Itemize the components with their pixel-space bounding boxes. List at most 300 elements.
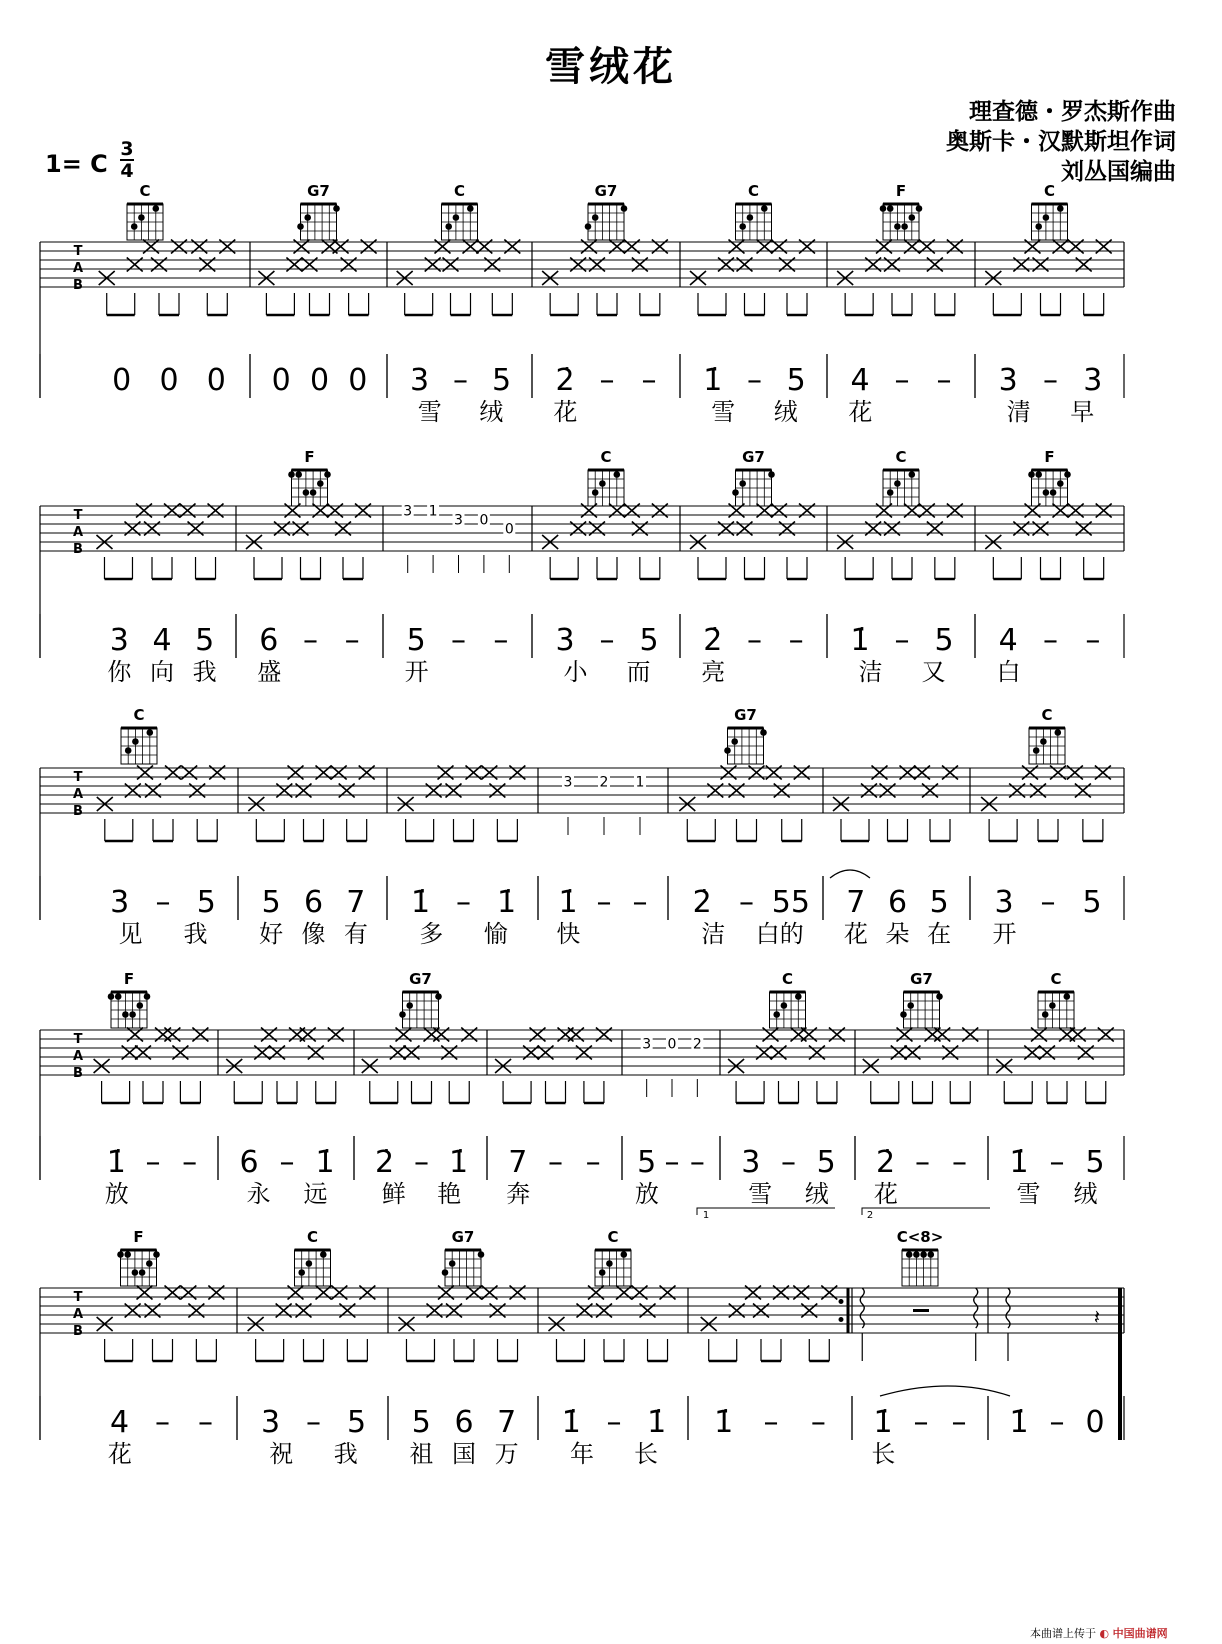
lyric-char: 开 bbox=[992, 920, 1017, 948]
chord-diagram-F-finger-dot bbox=[887, 205, 894, 212]
arpeggio-mark bbox=[1006, 1288, 1010, 1328]
chord-diagram-C-finger-dot bbox=[599, 480, 606, 487]
chord-diagram-F-finger-dot bbox=[144, 993, 151, 1000]
tab-number: 0 bbox=[667, 1036, 677, 1053]
chord-diagram-G7-finger-dot bbox=[406, 1002, 413, 1009]
tab-number: 1 bbox=[635, 774, 645, 791]
jianpu-note: 5 bbox=[261, 885, 281, 920]
jianpu-note: 5 bbox=[346, 1405, 367, 1440]
chord-diagram-G7-finger-dot bbox=[435, 993, 442, 1000]
tab-number: 2 bbox=[692, 1036, 702, 1053]
time-signature-top: 3 bbox=[120, 138, 134, 160]
chord-diagram-F-finger-dot bbox=[137, 1002, 144, 1009]
chord-diagram-F-finger-dot bbox=[122, 1011, 129, 1018]
jianpu-note: 1̇ bbox=[1009, 1145, 1029, 1180]
lyric-char: 而 bbox=[626, 658, 651, 686]
jianpu-note: – bbox=[606, 1405, 622, 1440]
tab-letter-b: B bbox=[73, 1066, 83, 1081]
chord-diagram-C-finger-dot bbox=[781, 1002, 788, 1009]
jianpu-note: 3 bbox=[741, 1145, 761, 1180]
jianpu-note: – bbox=[913, 1405, 929, 1440]
jianpu-note: – bbox=[344, 623, 360, 658]
chord-diagram-F-finger-dot bbox=[901, 223, 908, 230]
tab-number: 1 bbox=[428, 503, 438, 520]
chord-diagram-C-finger-dot bbox=[909, 471, 916, 478]
jianpu-note: – bbox=[781, 1145, 796, 1180]
chord-diagram-F-finger-dot bbox=[1057, 480, 1064, 487]
chord-diagram-F-finger-dot bbox=[880, 205, 887, 212]
chord-diagram-C-label: C bbox=[133, 706, 145, 724]
tab-letter-b: B bbox=[73, 804, 83, 819]
tab-number: 2 bbox=[599, 774, 609, 791]
jianpu-note: 3 bbox=[110, 885, 130, 920]
jianpu-note: 0 bbox=[271, 363, 291, 398]
footer-credit bbox=[1030, 1625, 1168, 1641]
repeat-dot bbox=[839, 1317, 844, 1322]
chord-diagram-F-finger-dot bbox=[1050, 489, 1057, 496]
lyric-char: 花 bbox=[848, 398, 873, 426]
lyric-char: 花 bbox=[843, 920, 868, 948]
jianpu-note: – bbox=[936, 363, 952, 398]
tab-letter-a: A bbox=[72, 787, 84, 802]
footer-brand: 中国曲谱网 bbox=[1112, 1627, 1168, 1640]
jianpu-note: 5 bbox=[491, 363, 512, 398]
chord-diagram-C-finger-dot bbox=[306, 1260, 313, 1267]
chord-diagram-C-finger-dot bbox=[894, 480, 901, 487]
volta-bracket-2 bbox=[862, 1208, 990, 1215]
chord-diagram-F-finger-dot bbox=[129, 1011, 136, 1018]
jianpu-note: – bbox=[664, 1145, 680, 1180]
chord-diagram-G7-finger-dot bbox=[297, 223, 304, 230]
chord-diagram-C-finger-dot bbox=[592, 489, 599, 496]
jianpu-note: 1̇ bbox=[714, 1405, 734, 1440]
jianpu-note: 1̇ bbox=[558, 885, 578, 920]
chord-diagram-C-finger-dot bbox=[1064, 993, 1071, 1000]
chord-diagram-F-finger-dot bbox=[288, 471, 295, 478]
lyric-char: 朵 bbox=[885, 920, 910, 948]
jianpu-note: 3 bbox=[1083, 363, 1103, 398]
chord-diagram-C-finger-dot bbox=[298, 1269, 305, 1276]
chord-diagram-G7-label: G7 bbox=[451, 1228, 475, 1246]
jianpu-note: 5 bbox=[639, 623, 659, 658]
jianpu-note: 4 bbox=[998, 623, 1018, 658]
quarter-rest: 𝄽 bbox=[1093, 1305, 1100, 1329]
jianpu-note: 1̇ bbox=[873, 1405, 893, 1440]
jianpu-note: 0 bbox=[1085, 1405, 1105, 1440]
chord-diagram-F-finger-dot bbox=[324, 471, 331, 478]
lyric-char: 白的 bbox=[755, 920, 804, 948]
jianpu-note: 0 bbox=[206, 363, 226, 398]
lyric-char: 永 bbox=[246, 1180, 271, 1208]
jianpu-note: – bbox=[198, 1405, 213, 1440]
lyric-char: 鲜 bbox=[381, 1180, 406, 1208]
chord-diagram-C-label: C bbox=[1041, 706, 1053, 724]
lyric-char: 见 bbox=[118, 920, 143, 948]
chord-diagram-C-finger-dot bbox=[147, 729, 154, 736]
lyric-char: 又 bbox=[921, 658, 946, 686]
lyric-char: 雪 bbox=[748, 1180, 773, 1208]
chord-diagram-F-label: F bbox=[133, 1228, 144, 1246]
tab-letter-b: B bbox=[73, 1324, 83, 1339]
jianpu-note: 7 bbox=[497, 1405, 517, 1440]
repeat-dot bbox=[839, 1299, 844, 1304]
chord-diagram-C-label: C bbox=[306, 1228, 319, 1246]
chord-diagram-G7-finger-dot bbox=[399, 1011, 406, 1018]
jianpu-note: – bbox=[894, 363, 910, 398]
chord-diagram-G7-finger-dot bbox=[333, 205, 340, 212]
tab-letter-t: T bbox=[73, 1032, 83, 1047]
lyric-char: 你 bbox=[107, 658, 132, 686]
chord-diagram-F-finger-dot bbox=[1064, 471, 1071, 478]
volta-bracket-1 bbox=[697, 1208, 835, 1215]
jianpu-note: – bbox=[747, 363, 762, 398]
jianpu-note: – bbox=[1085, 623, 1101, 658]
composer-credit: 理查德・罗杰斯作曲 bbox=[969, 99, 1176, 125]
chord-diagram-C-finger-dot bbox=[1043, 214, 1050, 221]
jianpu-note: – bbox=[155, 885, 171, 920]
chord-diagram-G7-finger-dot bbox=[739, 480, 746, 487]
chord-diagram-G7-label: G7 bbox=[742, 448, 765, 466]
jianpu-note: – bbox=[1049, 1145, 1065, 1180]
chord-diagram-C-label: C bbox=[895, 448, 907, 466]
tab-number: 3 bbox=[563, 774, 573, 791]
jianpu-note: – bbox=[279, 1145, 295, 1180]
lyric-char: 我 bbox=[183, 920, 208, 948]
chord-diagram-C-finger-dot bbox=[761, 205, 768, 212]
chord-diagram-C8-label: C<8> bbox=[896, 1228, 944, 1246]
jianpu-note: 4 bbox=[109, 1405, 130, 1440]
jianpu-note: – bbox=[306, 1405, 321, 1440]
chord-diagram-C-finger-dot bbox=[1057, 205, 1064, 212]
arpeggio-mark bbox=[860, 1288, 864, 1328]
chord-diagram-G7-finger-dot bbox=[731, 738, 738, 745]
jianpu-note: – bbox=[689, 1145, 705, 1180]
jianpu-note: 0 bbox=[159, 363, 179, 398]
jianpu-note: 5 bbox=[929, 885, 949, 920]
arranger-credit: 刘丛国编曲 bbox=[1061, 159, 1176, 185]
chord-diagram-F-finger-dot bbox=[317, 480, 324, 487]
lyric-char: 有 bbox=[343, 920, 368, 948]
jianpu-note: 1̇ bbox=[315, 1145, 335, 1180]
jianpu-note: – bbox=[456, 885, 471, 920]
chord-diagram-F-finger-dot bbox=[916, 205, 923, 212]
lyric-char: 雪 bbox=[1016, 1180, 1041, 1208]
chord-diagram-C8-finger-dot bbox=[913, 1251, 920, 1258]
jianpu-note: – bbox=[632, 885, 648, 920]
chord-diagram-G7-finger-dot bbox=[592, 214, 599, 221]
jianpu-note: 1̇ bbox=[850, 623, 870, 658]
lyric-char: 长 bbox=[634, 1440, 658, 1468]
chord-diagram-F-finger-dot bbox=[310, 489, 317, 496]
lyric-char: 好 bbox=[259, 920, 284, 948]
jianpu-note: – bbox=[451, 623, 466, 658]
chord-diagram-C-finger-dot bbox=[125, 747, 132, 754]
chord-diagram-C-label: C bbox=[1050, 970, 1062, 988]
jianpu-note: 5 bbox=[411, 1405, 431, 1440]
chord-diagram-F-finger-dot bbox=[108, 993, 115, 1000]
jianpu-note: – bbox=[894, 623, 910, 658]
chord-diagram-C-label: C bbox=[781, 970, 794, 988]
tab-number: 3 bbox=[454, 512, 463, 529]
chord-diagram-C-finger-dot bbox=[138, 214, 145, 221]
tab-letter-a: A bbox=[72, 1307, 84, 1322]
chord-diagram-F-finger-dot bbox=[115, 993, 122, 1000]
jianpu-note: – bbox=[1043, 623, 1058, 658]
lyric-char: 花 bbox=[553, 398, 578, 426]
chord-diagram-G7-label: G7 bbox=[594, 182, 618, 200]
chord-diagram-C-label: C bbox=[139, 182, 151, 200]
lyric-char: 早 bbox=[1070, 398, 1095, 426]
jianpu-note: 1̇ bbox=[410, 885, 431, 920]
chord-diagram-G7-finger-dot bbox=[621, 205, 628, 212]
jianpu-note: 5 bbox=[786, 363, 806, 398]
tab-number: 3 bbox=[403, 503, 413, 520]
jianpu-note: – bbox=[788, 623, 804, 658]
jianpu-note: – bbox=[414, 1145, 429, 1180]
slur-arc bbox=[830, 870, 870, 878]
chord-diagram-F-label: F bbox=[1044, 448, 1055, 466]
lyric-char: 年 bbox=[570, 1440, 594, 1468]
chord-diagram-C-finger-dot bbox=[1042, 1011, 1049, 1018]
lyric-char: 祝 bbox=[269, 1440, 294, 1468]
page-title: 雪绒花 bbox=[545, 44, 677, 90]
chord-diagram-C8-finger-dot bbox=[920, 1251, 927, 1258]
chord-diagram-C-finger-dot bbox=[739, 223, 746, 230]
lyric-char: 向 bbox=[150, 658, 174, 686]
jianpu-note: – bbox=[952, 1145, 967, 1180]
lyric-char: 亮 bbox=[701, 658, 726, 686]
lyric-char: 雪 bbox=[417, 398, 442, 426]
jianpu-note: 1̇ bbox=[561, 1405, 581, 1440]
lyric-char: 在 bbox=[927, 920, 952, 948]
chord-diagram-C-finger-dot bbox=[467, 205, 474, 212]
jianpu-note: – bbox=[1049, 1405, 1065, 1440]
chord-diagram-G7-finger-dot bbox=[900, 1011, 907, 1018]
jianpu-note: – bbox=[453, 363, 468, 398]
chord-diagram-C8-finger-dot bbox=[928, 1251, 935, 1258]
lyric-char: 我 bbox=[333, 1440, 358, 1468]
jianpu-note: 1̇ bbox=[448, 1145, 469, 1180]
chord-diagram-C-label: C bbox=[607, 1228, 619, 1246]
jianpu-note: – bbox=[641, 363, 657, 398]
chord-diagram-F-finger-dot bbox=[132, 1269, 139, 1276]
chord-diagram-C-finger-dot bbox=[1055, 729, 1062, 736]
chord-diagram-G7-label: G7 bbox=[734, 706, 757, 724]
chord-diagram-C-finger-dot bbox=[795, 993, 802, 1000]
tab-letter-t: T bbox=[73, 770, 83, 785]
chord-diagram-C-label: C bbox=[600, 448, 612, 466]
lyric-char: 像 bbox=[301, 920, 326, 948]
lyric-char: 奔 bbox=[506, 1180, 531, 1208]
tab-letter-t: T bbox=[73, 508, 83, 523]
jianpu-note: 6 bbox=[303, 885, 324, 920]
jianpu-note: 4 bbox=[850, 363, 870, 398]
jianpu-note: 1̇ bbox=[703, 363, 723, 398]
arpeggio-mark bbox=[974, 1288, 978, 1328]
chord-diagram-C-label: C bbox=[1043, 182, 1056, 200]
jianpu-note: – bbox=[739, 885, 754, 920]
tab-number: 0 bbox=[504, 521, 514, 538]
chord-diagram-C-finger-dot bbox=[1040, 738, 1047, 745]
tab-letter-a: A bbox=[72, 261, 84, 276]
jianpu-note: 1̇ bbox=[496, 885, 517, 920]
tab-letter-b: B bbox=[73, 278, 83, 293]
jianpu-note: – bbox=[585, 1145, 601, 1180]
jianpu-note: 2̇ bbox=[703, 623, 723, 658]
chord-diagram-G7-finger-dot bbox=[732, 489, 739, 496]
lyric-char: 洁 bbox=[701, 920, 726, 948]
chord-diagram-F-finger-dot bbox=[1043, 489, 1050, 496]
chord-diagram-F-finger-dot bbox=[909, 214, 916, 221]
lyric-char: 愉 bbox=[483, 920, 508, 948]
chord-diagram-C-finger-dot bbox=[606, 1260, 613, 1267]
footer-logo-icon: ◐ bbox=[1099, 1627, 1110, 1640]
key-signature: 1= C bbox=[45, 150, 108, 178]
chord-diagram-C-finger-dot bbox=[887, 489, 894, 496]
jianpu-note: 1̇ bbox=[1009, 1405, 1029, 1440]
chord-diagram-C-finger-dot bbox=[1049, 1002, 1056, 1009]
jianpu-note: 55 bbox=[771, 885, 810, 920]
jianpu-note: 6 bbox=[454, 1405, 474, 1440]
jianpu-note: – bbox=[182, 1145, 198, 1180]
jianpu-note: 2̇ bbox=[374, 1145, 395, 1180]
lyric-char: 绒 bbox=[804, 1180, 829, 1208]
chord-diagram-C-finger-dot bbox=[153, 205, 160, 212]
chord-diagram-C-label: C bbox=[453, 182, 466, 200]
chord-diagram-C8-finger-dot bbox=[906, 1251, 913, 1258]
chord-diagram-C-finger-dot bbox=[445, 223, 452, 230]
chord-diagram-G7-finger-dot bbox=[907, 1002, 914, 1009]
jianpu-note: 5 bbox=[196, 885, 216, 920]
chord-diagram-C-finger-dot bbox=[747, 214, 754, 221]
chord-diagram-C-finger-dot bbox=[131, 223, 138, 230]
lyric-char: 白 bbox=[996, 658, 1021, 686]
tab-letter-a: A bbox=[72, 525, 84, 540]
chord-diagram-G7-finger-dot bbox=[449, 1260, 456, 1267]
tab-letter-t: T bbox=[73, 244, 83, 259]
jianpu-note: 3 bbox=[260, 1405, 281, 1440]
jianpu-note: 0 bbox=[348, 363, 368, 398]
jianpu-note: 1̇ bbox=[647, 1405, 667, 1440]
jianpu-note: 5 bbox=[1085, 1145, 1105, 1180]
footer-text: 本曲谱上传于 bbox=[1030, 1627, 1096, 1640]
lyric-char: 花 bbox=[107, 1440, 132, 1468]
jianpu-note: 7 bbox=[846, 885, 866, 920]
jianpu-note: – bbox=[951, 1405, 967, 1440]
jianpu-note: – bbox=[145, 1145, 161, 1180]
jianpu-note: 0 bbox=[309, 363, 330, 398]
jianpu-note: – bbox=[810, 1405, 826, 1440]
chord-diagram-C-finger-dot bbox=[599, 1269, 606, 1276]
lyric-char: 小 bbox=[563, 658, 588, 686]
chord-diagram-F-finger-dot bbox=[117, 1251, 124, 1258]
lyric-char: 长 bbox=[871, 1440, 896, 1468]
jianpu-note: 3 bbox=[555, 623, 575, 658]
chord-diagram-G7-finger-dot bbox=[442, 1269, 449, 1276]
lyric-char: 快 bbox=[556, 920, 581, 948]
chord-diagram-C-finger-dot bbox=[132, 738, 139, 745]
jianpu-note: 3 bbox=[409, 363, 430, 398]
jianpu-note: – bbox=[303, 623, 318, 658]
chord-diagram-F-finger-dot bbox=[124, 1251, 131, 1258]
chord-diagram-C-finger-dot bbox=[320, 1251, 327, 1258]
jianpu-note: 5 bbox=[816, 1145, 836, 1180]
tab-number: 0 bbox=[479, 512, 489, 529]
jianpu-note: 3 bbox=[109, 623, 129, 658]
jianpu-note: 3 bbox=[994, 885, 1014, 920]
jianpu-note: – bbox=[596, 885, 612, 920]
tab-number: 3 bbox=[642, 1036, 652, 1053]
jianpu-note: – bbox=[599, 363, 615, 398]
jianpu-note: – bbox=[763, 1405, 779, 1440]
lyric-char: 绒 bbox=[773, 398, 798, 426]
chord-diagram-G7-finger-dot bbox=[760, 729, 767, 736]
jianpu-note: 6 bbox=[259, 623, 279, 658]
lyric-char: 绒 bbox=[1073, 1180, 1098, 1208]
chord-diagram-C-finger-dot bbox=[1033, 747, 1040, 754]
chord-diagram-F-finger-dot bbox=[1035, 471, 1042, 478]
chord-diagram-G7-finger-dot bbox=[304, 214, 311, 221]
chord-diagram-C-finger-dot bbox=[614, 471, 621, 478]
jianpu-note: 7 bbox=[346, 885, 366, 920]
lyric-char: 艳 bbox=[437, 1180, 462, 1208]
tab-letter-b: B bbox=[73, 542, 83, 557]
lyric-char: 放 bbox=[104, 1180, 129, 1208]
jianpu-note: 0 bbox=[112, 363, 132, 398]
chord-diagram-C-finger-dot bbox=[621, 1251, 628, 1258]
jianpu-note: – bbox=[1040, 885, 1056, 920]
jianpu-note: – bbox=[599, 623, 615, 658]
jianpu-note: 5 bbox=[934, 623, 954, 658]
chord-diagram-C-label: C bbox=[747, 182, 760, 200]
chord-diagram-G7-finger-dot bbox=[478, 1251, 485, 1258]
lyric-char: 清 bbox=[1006, 398, 1031, 426]
volta-number: 2 bbox=[866, 1210, 874, 1221]
chord-diagram-F-finger-dot bbox=[146, 1260, 153, 1267]
chord-diagram-F-finger-dot bbox=[139, 1269, 146, 1276]
chord-diagram-F-finger-dot bbox=[295, 471, 302, 478]
lyricist-credit: 奥斯卡・汉默斯坦作词 bbox=[946, 129, 1176, 155]
jianpu-note: – bbox=[1043, 363, 1058, 398]
jianpu-note: – bbox=[155, 1405, 170, 1440]
chord-diagram-G7-finger-dot bbox=[724, 747, 731, 754]
tab-letter-a: A bbox=[72, 1049, 84, 1064]
lyric-char: 盛 bbox=[257, 658, 282, 686]
lyric-char: 多 bbox=[419, 920, 444, 948]
chord-diagram-F-finger-dot bbox=[894, 223, 901, 230]
jianpu-note: – bbox=[493, 623, 509, 658]
jianpu-note: 5 bbox=[195, 623, 215, 658]
chord-diagram-G7-finger-dot bbox=[585, 223, 592, 230]
jianpu-note: – bbox=[915, 1145, 930, 1180]
tie-arc bbox=[880, 1386, 1010, 1396]
chord-diagram-F-label: F bbox=[123, 970, 135, 988]
jianpu-note: – bbox=[747, 623, 762, 658]
lyric-char: 放 bbox=[634, 1180, 659, 1208]
jianpu-note: 5 bbox=[637, 1145, 657, 1180]
chord-diagram-G7-finger-dot bbox=[936, 993, 943, 1000]
chord-diagram-F-finger-dot bbox=[153, 1251, 160, 1258]
chord-diagram-G7-label: G7 bbox=[409, 970, 432, 988]
tab-letter-t: T bbox=[73, 1290, 83, 1305]
chord-diagram-F-finger-dot bbox=[1028, 471, 1035, 478]
time-signature-bottom: 4 bbox=[120, 160, 134, 182]
chord-diagram-G7-label: G7 bbox=[307, 182, 330, 200]
jianpu-note: 1̇ bbox=[106, 1145, 126, 1180]
chord-diagram-F-label: F bbox=[304, 448, 315, 466]
jianpu-note: – bbox=[548, 1145, 563, 1180]
lyric-char: 万 bbox=[494, 1440, 519, 1468]
